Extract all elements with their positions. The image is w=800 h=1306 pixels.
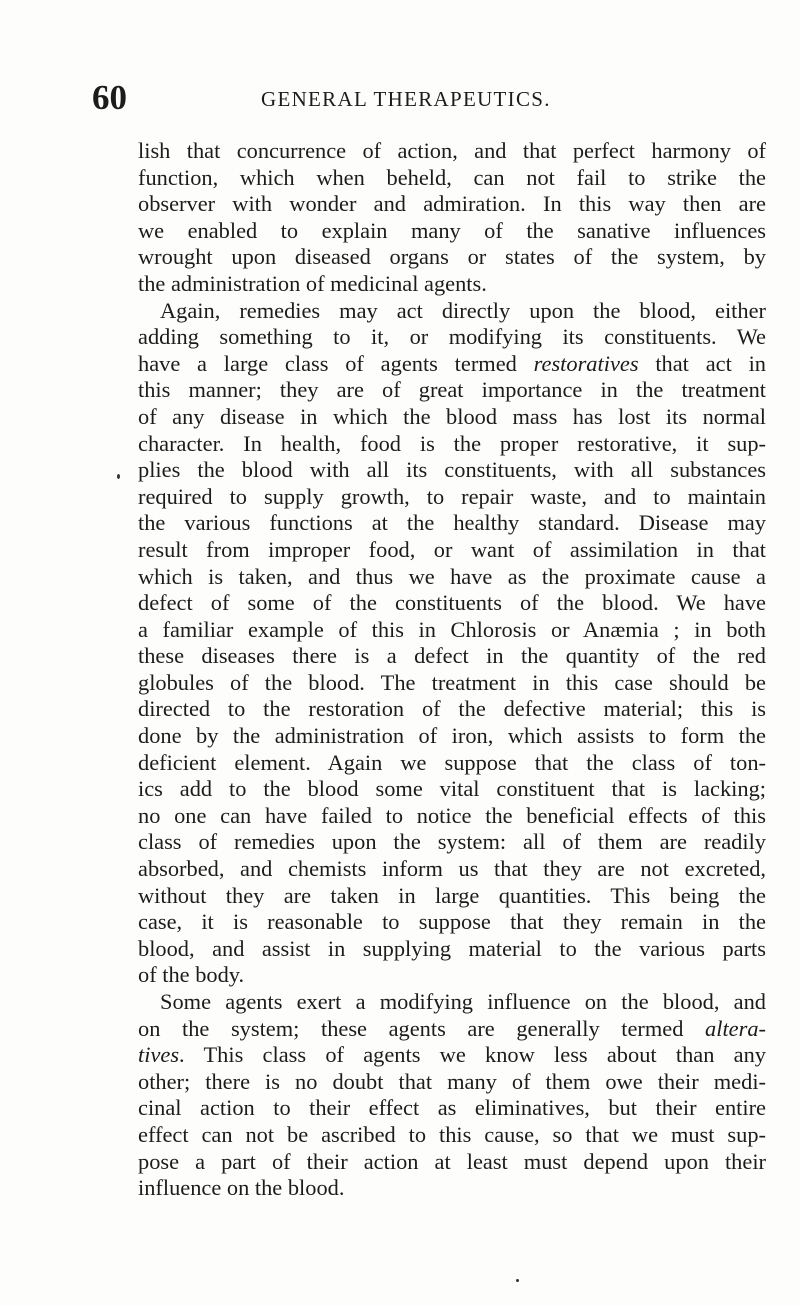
text-segment: . This class of agents we know less about than any	[179, 1042, 766, 1068]
text-line: a familiar example of this in Chlorosis or Anæmia ; in both	[138, 616, 766, 642]
text-line: character. In health, food is the proper restorative, it sup-	[138, 430, 766, 456]
text-line: case, it is reasonable to suppose that they remain in the	[138, 909, 766, 935]
text-line: effect can not be ascribed to this cause, so that we must sup-	[138, 1121, 766, 1147]
text-line: we enabled to explain many of the sanative influences	[138, 217, 766, 243]
running-title: GENERAL THERAPEUTICS.	[261, 87, 551, 111]
italic-term: restoratives	[533, 350, 639, 376]
text-line	[138, 351, 766, 378]
text-line: done by the administration of iron, which assists to form the	[138, 723, 766, 749]
text-line: influence on the blood.	[138, 1175, 345, 1201]
italic-term: altera-	[705, 1015, 766, 1041]
text-line: these diseases there is a defect in the quantity of the red	[138, 643, 766, 669]
body-text	[138, 138, 766, 1202]
text-segment: have a large class of agents termed	[138, 350, 534, 376]
text-line: without they are taken in large quantities. This being the	[138, 882, 766, 908]
text-line: lish that concurrence of action, and that perfect harmony of	[138, 138, 766, 163]
text-line: plies the blood with all its constituents, with all substances	[138, 457, 766, 483]
page-number: 60	[92, 78, 127, 117]
text-line: of any disease in which the blood mass has lost its normal	[138, 403, 766, 429]
text-line: of the body.	[138, 962, 245, 988]
text-line: globules of the blood. The treatment in this case should be	[138, 669, 766, 695]
text-line: this manner; they are of great importance in the treatment	[138, 377, 766, 403]
text-line: deficient element. Again we suppose that the class of ton-	[138, 749, 766, 775]
text-line: required to supply growth, to repair waste, and to maintain	[138, 483, 766, 509]
text-line: Some agents exert a modifying influence on the blood, and	[160, 989, 766, 1014]
italic-term: tives	[138, 1042, 180, 1068]
text-line	[138, 1016, 766, 1043]
text-line: cinal action to their effect as eliminatives, but their entire	[138, 1095, 766, 1121]
text-line: the administration of medicinal agents.	[138, 270, 487, 296]
page-header	[92, 78, 762, 118]
text-line: adding something to it, or modifying its constituents. We	[138, 324, 766, 350]
text-line: class of remedies upon the system: all of them are readily	[138, 829, 766, 855]
text-line: other; there is no doubt that many of them owe their medi-	[138, 1068, 766, 1094]
text-line: directed to the restoration of the defective material; this is	[138, 696, 766, 722]
print-speck	[516, 1279, 519, 1282]
text-segment: on the system; these agents are generally termed	[138, 1015, 706, 1041]
text-line: wrought upon diseased organs or states of the system, by	[138, 244, 766, 270]
text-line: pose a part of their action at least must depend upon their	[138, 1148, 766, 1174]
text-line: blood, and assist in supplying material to the various parts	[138, 935, 766, 961]
text-line: defect of some of the constituents of the blood. We have	[138, 590, 766, 616]
text-line: Again, remedies may act directly upon the blood, either	[160, 297, 766, 323]
text-line: ics add to the blood some vital constituent that is lacking;	[138, 776, 766, 802]
text-line: function, which when beheld, can not fail to strike the	[138, 164, 766, 190]
text-line: the various functions at the healthy standard. Disease may	[138, 510, 766, 536]
text-line: absorbed, and chemists inform us that they are not excreted,	[138, 856, 766, 882]
text-line: observer with wonder and admiration. In this way then are	[138, 191, 766, 217]
text-line: no one can have failed to notice the beneficial effects of this	[138, 802, 766, 828]
print-speck	[117, 474, 120, 479]
text-line: result from improper food, or want of assimilation in that	[138, 536, 766, 562]
text-line	[138, 1042, 766, 1069]
text-line: which is taken, and thus we have as the proximate cause a	[138, 563, 766, 589]
text-segment: that act in	[638, 350, 766, 376]
